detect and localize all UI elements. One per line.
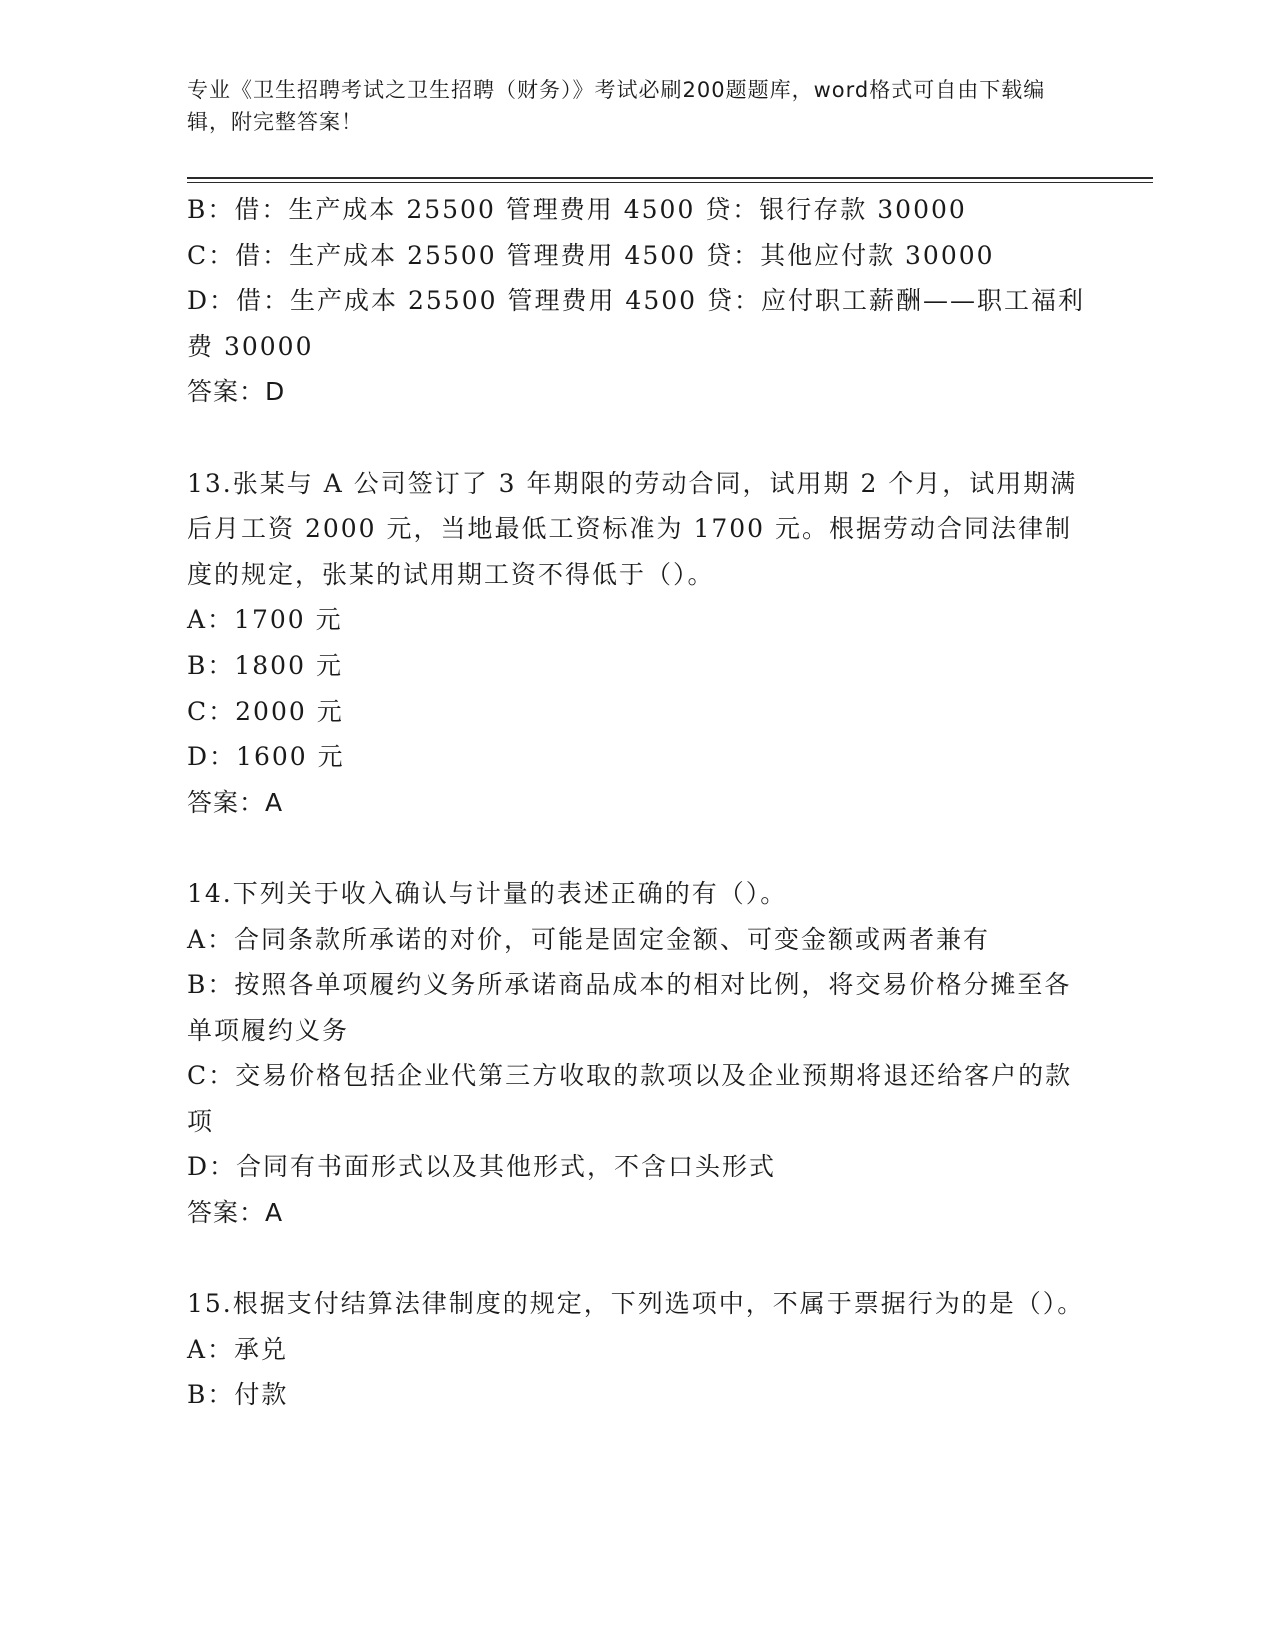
option-c: C：借：生产成本 25500 管理费用 4500 贷：其他应付款 30000: [187, 240, 995, 270]
question-content: [187, 187, 1087, 1418]
question-15: [187, 1281, 1087, 1418]
spacer: [187, 415, 1087, 461]
option-d: D：1600 元: [187, 742, 345, 772]
option-a: A：承兑: [187, 1334, 289, 1364]
option-b: B：付款: [187, 1380, 289, 1410]
option-b: B：1800 元: [187, 650, 343, 680]
option-a: A：1700 元: [187, 605, 343, 635]
page-header: 专业《卫生招聘考试之卫生招聘（财务）》考试必刷200题题库，word格式可自由下载编辑，附完整答案！: [187, 78, 1046, 134]
question-14: [187, 871, 1087, 1236]
answer: 答案：A: [187, 1198, 284, 1228]
answer: 答案：D: [187, 377, 286, 407]
option-d: D：合同有书面形式以及其他形式，不含口头形式: [187, 1152, 777, 1182]
spacer: [187, 825, 1087, 871]
question-12-continued: [187, 187, 1087, 415]
answer: 答案：A: [187, 787, 284, 817]
spacer: [187, 1236, 1087, 1282]
option-c: C：2000 元: [187, 696, 344, 726]
header-rule-thick: [187, 177, 1153, 179]
option-b: B：借：生产成本 25500 管理费用 4500 贷：银行存款 30000: [187, 195, 967, 224]
option-c: C：交易价格包括企业代第三方收取的款项以及企业预期将退还给客户的款项: [187, 1061, 1073, 1136]
option-d: D：借：生产成本 25500 管理费用 4500 贷：应付职工薪酬——职工福利费 30000: [187, 286, 1085, 361]
question-stem: 15.根据支付结算法律制度的规定，下列选项中，不属于票据行为的是（）。: [187, 1289, 1085, 1319]
question-stem: 13.张某与 A 公司签订了 3 年期限的劳动合同，试用期 2 个月，试用期满后月工资 2000 元，当地最低工资标准为 1700 元。根据劳动合同法律制度的规定，张某的试用期工资不得低于（）。: [187, 468, 1078, 589]
header-rule-thin: [187, 182, 1153, 183]
question-13: [187, 461, 1087, 826]
question-stem: 14.下列关于收入确认与计量的表述正确的有（）。: [187, 878, 788, 908]
option-a: A：合同条款所承诺的对价，可能是固定金额、可变金额或两者兼有: [187, 924, 991, 954]
option-b: B：按照各单项履约义务所承诺商品成本的相对比例，将交易价格分摊至各单项履约义务: [187, 970, 1072, 1045]
